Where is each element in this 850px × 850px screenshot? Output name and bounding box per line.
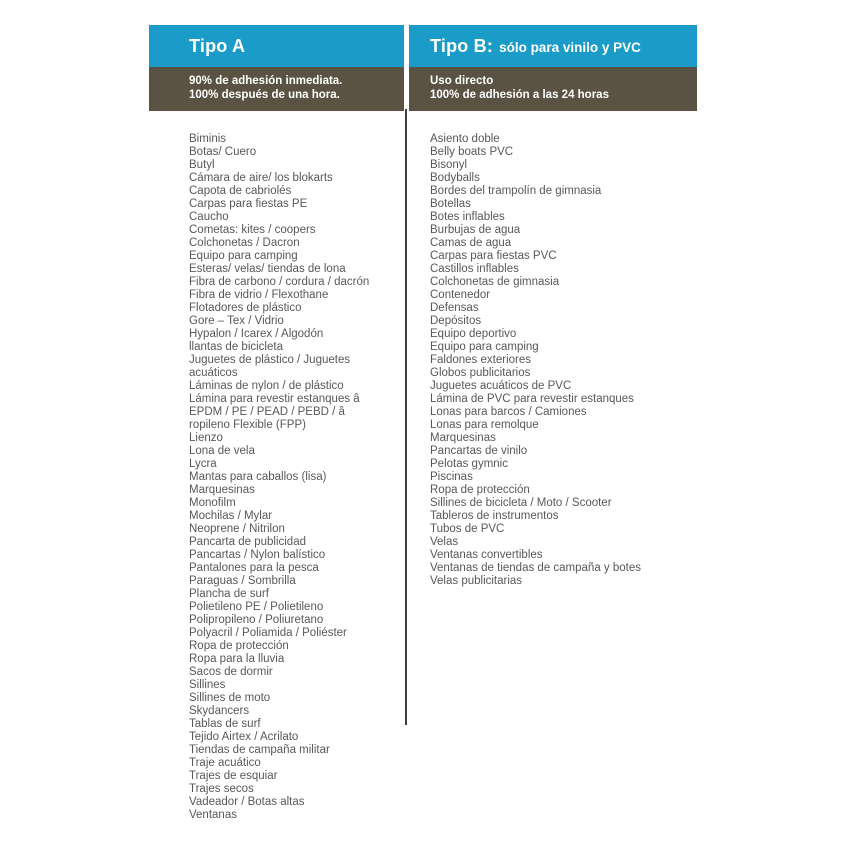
tipo-b-header xyxy=(409,25,697,67)
list-item: Flotadores de plástico xyxy=(189,302,302,314)
list-item: Cámara de aire/ los blokarts xyxy=(189,172,333,184)
list-item: Equipo para camping xyxy=(189,250,298,262)
list-item: Pelotas gymnic xyxy=(430,458,508,470)
list-item: Caucho xyxy=(189,211,229,223)
list-item: Polipropileno / Poliuretano xyxy=(189,614,324,626)
list-item: Fibra de vidrio / Flexothane xyxy=(189,289,329,301)
list-item: Lámina para revestir estanques â EPDM / PE / PEAD / PEBD / â ropileno Flexible (FPP) xyxy=(189,393,360,431)
tipo-a-list xyxy=(149,111,404,822)
list-item: Velas xyxy=(430,536,459,548)
list-item: Mochilas / Mylar xyxy=(189,510,273,522)
list-item: Tableros de instrumentos xyxy=(430,510,559,522)
list-item: Sillines de moto xyxy=(189,692,271,704)
list-item: Lycra xyxy=(189,458,217,470)
list-item: Pantalones para la pesca xyxy=(189,562,319,574)
list-item: Camas de agua xyxy=(430,237,512,249)
list-item: Pancarta de publicidad xyxy=(189,536,306,548)
list-item: Bordes del trampolín de gimnasia xyxy=(430,185,602,197)
list-item: Botas/ Cuero xyxy=(189,146,257,158)
list-item: Mantas para caballos (lisa) xyxy=(189,471,327,483)
list-item: Fibra de carbono / cordura / dacrón xyxy=(189,276,370,288)
list-item: Asiento doble xyxy=(430,133,500,145)
column-divider-line xyxy=(405,109,407,725)
list-item: Paraguas / Sombrilla xyxy=(189,575,296,587)
column-tipo-a xyxy=(149,25,404,822)
list-item: Colchonetas de gimnasia xyxy=(430,276,560,288)
list-item: Plancha de surf xyxy=(189,588,269,600)
list-item: Polyacril / Poliamida / Poliéster xyxy=(189,627,347,639)
list-item: Globos publicitarios xyxy=(430,367,531,379)
list-item: Piscinas xyxy=(430,471,473,483)
list-item: Polietileno PE / Polietileno xyxy=(189,601,324,613)
list-item: Burbujas de agua xyxy=(430,224,521,236)
list-item: llantas de bicicleta xyxy=(189,341,283,353)
column-gap xyxy=(404,25,409,822)
list-item: Belly boats PVC xyxy=(430,146,514,158)
list-item: Ropa para la lluvia xyxy=(189,653,285,665)
list-item: Lonas para barcos / Camiones xyxy=(430,406,587,418)
list-item: Tiendas de campaña militar xyxy=(189,744,330,756)
list-item: Depósitos xyxy=(430,315,482,327)
tipo-a-title: Tipo A xyxy=(189,35,246,56)
list-item: Sillines de bicicleta / Moto / Scooter xyxy=(430,497,612,509)
list-item: Monofilm xyxy=(189,497,236,509)
tipo-b-subtitle-line-1: Uso directo xyxy=(430,75,494,87)
list-item: Bisonyl xyxy=(430,159,468,171)
list-item: Ventanas de tiendas de campaña y botes xyxy=(430,562,641,574)
list-item: Defensas xyxy=(430,302,479,314)
list-item: Traje acuático xyxy=(189,757,261,769)
tipo-a-subtitle-line-1: 90% de adhesión inmediata. xyxy=(189,75,343,87)
list-item: Lámina de PVC para revestir estanques xyxy=(430,393,634,405)
list-item: Gore – Tex / Vidrio xyxy=(189,315,284,327)
list-item: Cometas: kites / coopers xyxy=(189,224,316,236)
tipo-a-header xyxy=(149,25,404,67)
column-tipo-b xyxy=(409,25,697,588)
list-item: Botellas xyxy=(430,198,471,210)
tipo-b-subheader xyxy=(409,67,697,111)
list-item: Butyl xyxy=(189,159,215,171)
tipo-a-subheader xyxy=(149,67,404,111)
list-item: Lienzo xyxy=(189,432,223,444)
list-item: Neoprene / Nitrilon xyxy=(189,523,285,535)
list-item: Pancartas / Nylon balístico xyxy=(189,549,326,561)
list-item: Vadeador / Botas altas xyxy=(189,796,305,808)
list-item: Velas publicitarias xyxy=(430,575,523,587)
list-item: Tejido Airtex / Acrilato xyxy=(189,731,299,743)
list-item: Tubos de PVC xyxy=(430,523,505,535)
list-item: Esteras/ velas/ tiendas de lona xyxy=(189,263,346,275)
tipo-b-title-suffix: sólo para vinilo y PVC xyxy=(499,39,641,55)
list-item: Capota de cabriolés xyxy=(189,185,292,197)
list-item: Colchonetas / Dacron xyxy=(189,237,300,249)
list-item: Trajes de esquiar xyxy=(189,770,278,782)
list-item: Carpas para fiestas PE xyxy=(189,198,308,210)
list-item: Botes inflables xyxy=(430,211,505,223)
list-item: Biminis xyxy=(189,133,227,145)
list-item: Ventanas xyxy=(189,809,237,821)
list-item: Sillines xyxy=(189,679,226,691)
list-item: Lona de vela xyxy=(189,445,255,457)
list-item: Juguetes acuáticos de PVC xyxy=(430,380,572,392)
list-item: Equipo deportivo xyxy=(430,328,517,340)
tipo-b-subtitle-line-2: 100% de adhesión a las 24 horas xyxy=(430,89,609,101)
list-item: Hypalon / Icarex / Algodón xyxy=(189,328,324,340)
list-item: Equipo para camping xyxy=(430,341,539,353)
comparison-table xyxy=(149,25,697,822)
tipo-b-list xyxy=(409,111,697,588)
list-item: Contenedor xyxy=(430,289,491,301)
list-item: Tablas de surf xyxy=(189,718,261,730)
tipo-a-subtitle-line-2: 100% después de una hora. xyxy=(189,89,340,101)
list-item: Sacos de dormir xyxy=(189,666,273,678)
list-item: Carpas para fiestas PVC xyxy=(430,250,557,262)
list-item: Bodyballs xyxy=(430,172,480,184)
list-item: Juguetes de plástico / Juguetes acuáticos xyxy=(189,354,351,379)
list-item: Trajes secos xyxy=(189,783,254,795)
list-item: Lonas para remolque xyxy=(430,419,539,431)
list-item: Pancartas de vinilo xyxy=(430,445,528,457)
list-item: Marquesinas xyxy=(189,484,255,496)
list-item: Ventanas convertibles xyxy=(430,549,543,561)
list-item: Skydancers xyxy=(189,705,250,717)
list-item: Ropa de protección xyxy=(430,484,530,496)
list-item: Láminas de nylon / de plástico xyxy=(189,380,344,392)
list-item: Ropa de protección xyxy=(189,640,289,652)
tipo-b-title: Tipo B: xyxy=(430,35,494,56)
list-item: Marquesinas xyxy=(430,432,496,444)
list-item: Faldones exteriores xyxy=(430,354,531,366)
list-item: Castillos inflables xyxy=(430,263,519,275)
